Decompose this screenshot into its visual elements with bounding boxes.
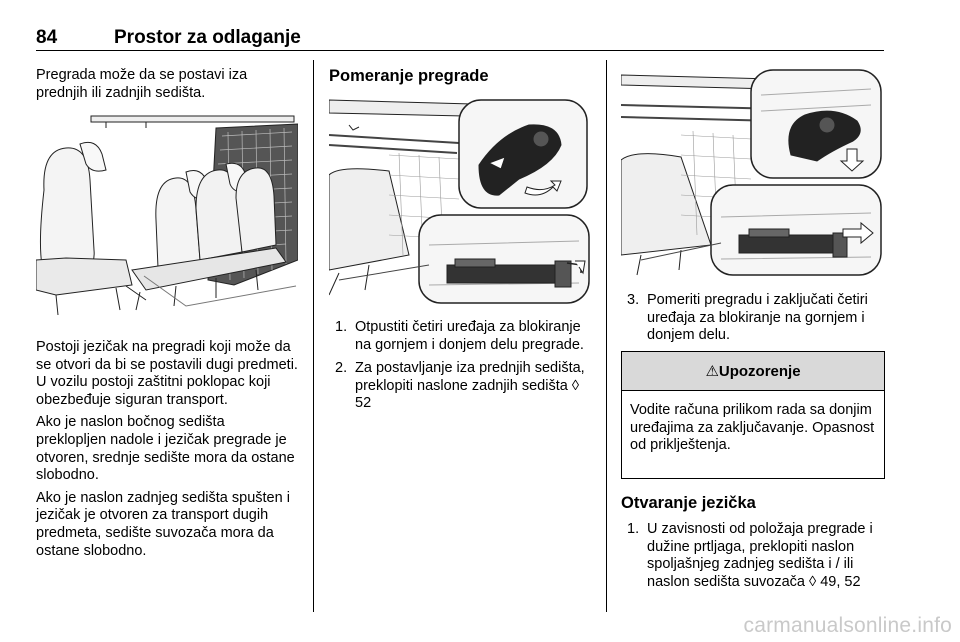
subsection-heading: Otvaranje jezička [621, 494, 756, 512]
step-number: 3. [627, 292, 640, 308]
lock-devices-illustration [621, 65, 883, 280]
warning-header [622, 352, 884, 391]
step-number: 1. [335, 319, 348, 335]
column-divider-1 [313, 60, 314, 612]
step-number: 1. [627, 521, 640, 537]
list-item [621, 521, 887, 591]
section-title: Prostor za odlaganje [114, 27, 301, 48]
unlock-devices-illustration [329, 95, 591, 305]
warning-box [621, 351, 885, 479]
section-heading: Pomeranje pregrade [329, 67, 489, 85]
page-number: 84 [36, 27, 58, 48]
step-text: U zavisnosti od položaja pregrade i dužine prtljaga, preklopiti naslon spoljašnjeg zadnjeg sedišta i / ili naslon sedišta suvozača ◊ 49, 52 [647, 521, 873, 590]
list-item [329, 360, 591, 413]
column-divider-2 [606, 60, 607, 612]
steps-list [329, 319, 591, 419]
steps-list-4 [621, 521, 887, 597]
step-text: Otpustiti četiri uređaja za blokiranje na gornjem i donjem delu pregrade. [355, 319, 584, 353]
step-text: Za postavljanje iza prednjih sedišta, preklopiti naslone zadnjih sedišta ◊ 52 [355, 360, 585, 412]
step-text: Pomeriti pregradu i zaključati četiri uređaja za blokiranje na gornjem i donjem delu. [647, 292, 868, 344]
warning-text: Vodite računa prilikom rada sa donjim uređajima za zaključavanje. Opasnost od priklještenja. [630, 402, 875, 454]
list-item [621, 292, 883, 345]
col1-paragraphs [36, 339, 298, 560]
watermark: carmanualsonline.info [743, 614, 952, 637]
intro-text: Pregrada može da se postavi iza prednjih ili zadnjih sedišta. [36, 67, 248, 101]
partition-seats-illustration [36, 110, 298, 325]
paragraph: Ako je naslon bočnog sedišta preklopljen nadole i jezičak pregrade je otvoren, srednje sedište mora da ostane slobodno. [36, 414, 295, 484]
header-rule [36, 50, 884, 51]
paragraph: Ako je naslon zadnjeg sedišta spušten i jezičak je otvoren za transport dugih predmeta, sedište suvozača mora da ostane slobodno. [36, 489, 290, 559]
list-item [329, 319, 591, 354]
warning-title: ⚠Upozorenje [705, 363, 801, 380]
paragraph: Postoji jezičak na pregradi koji može da se otvori da bi se postavili dugi predmeti. U vozilu postoji zaštitni poklopac koji obezbeđuje siguran transport. [36, 339, 298, 408]
step-number: 2. [335, 360, 348, 377]
steps-list-3 [621, 292, 883, 351]
